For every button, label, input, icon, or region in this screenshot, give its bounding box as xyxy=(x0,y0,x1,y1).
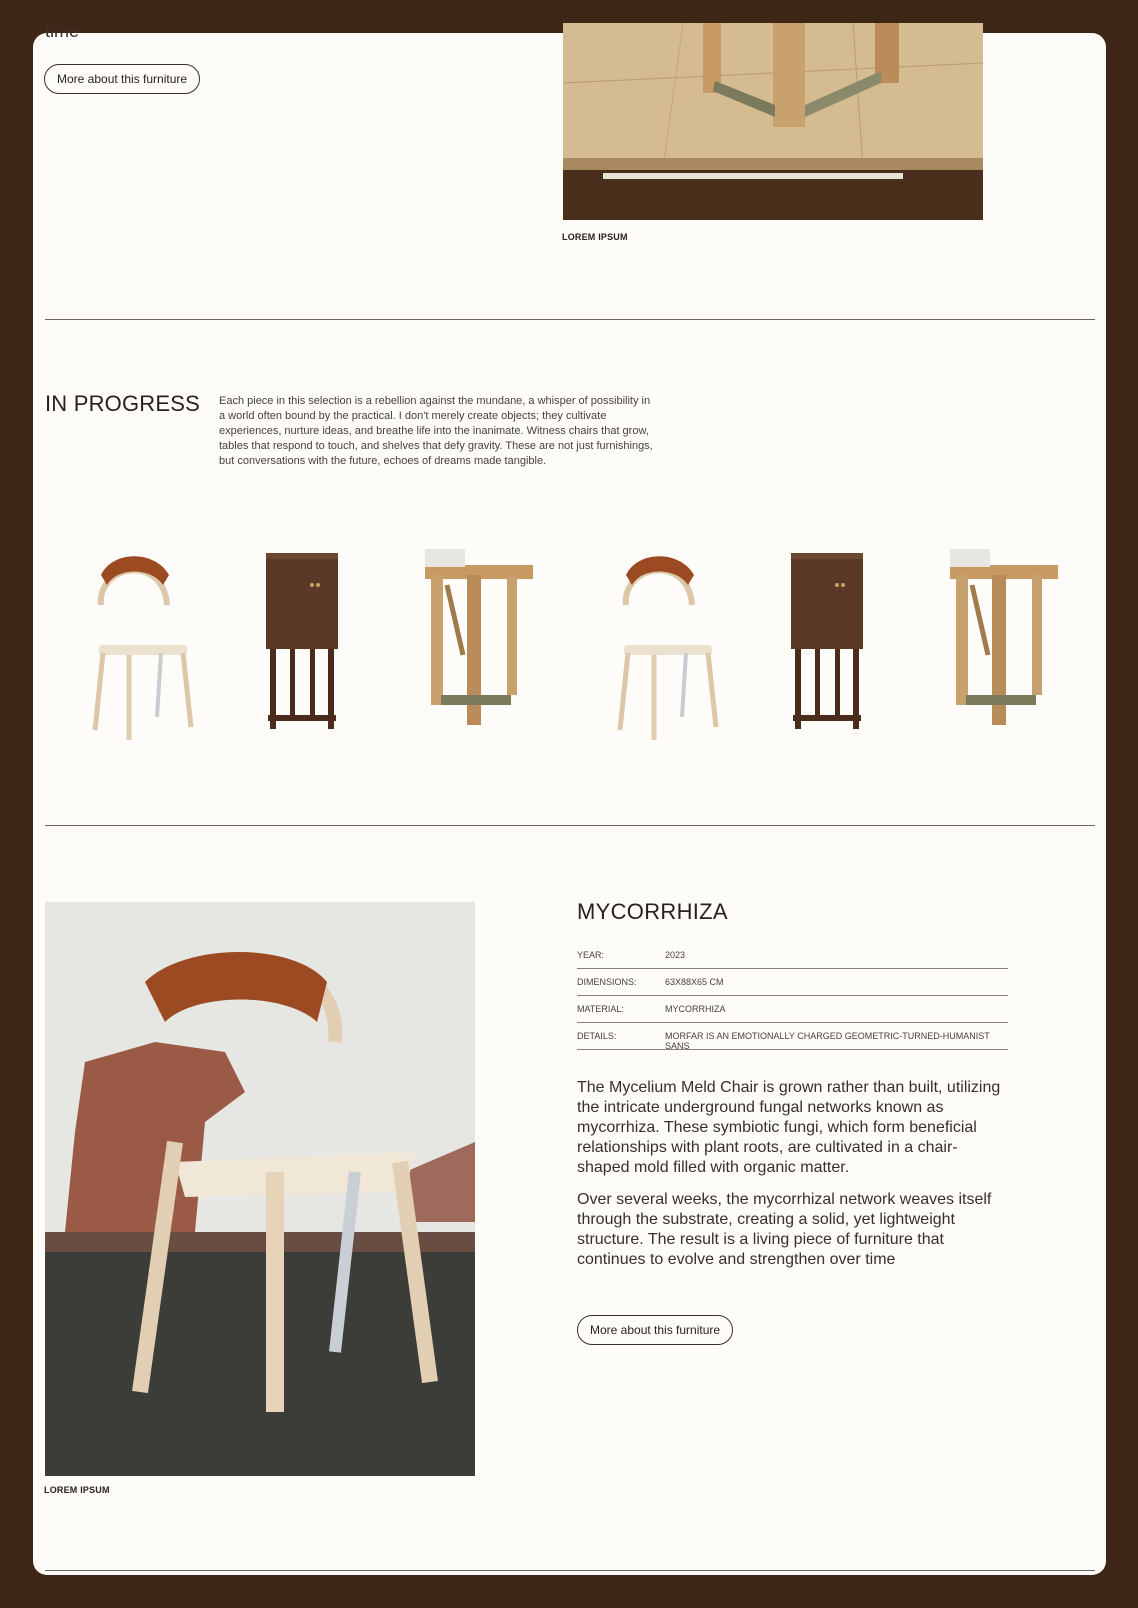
spec-value: 2023 xyxy=(665,950,686,960)
mycorrhiza-chair-photo xyxy=(45,902,475,1476)
mycorrhiza-heading: MYCORRHIZA xyxy=(577,899,728,924)
mycorrhiza-chair-photo-image xyxy=(45,902,475,1476)
mycorrhiza-chair-photo-caption: LOREM IPSUM xyxy=(44,1485,110,1495)
spec-label: DIMENSIONS: xyxy=(577,977,637,987)
spec-value: MORFAR IS AN EMOTIONALLY CHARGED GEOMETRIC-TURNED-HUMANIST SANS xyxy=(665,1031,990,1051)
cabinet-icon xyxy=(230,545,370,745)
spec-row-material xyxy=(577,996,1008,1023)
spec-row-details xyxy=(577,1023,1008,1050)
cabinet-icon xyxy=(755,545,895,745)
spec-label: DETAILS: xyxy=(577,1031,617,1041)
more-about-furniture-button[interactable]: More about this furniture xyxy=(577,1315,733,1345)
description-paragraph-1: The Mycelium Meld Chair is grown rather than built, utilizing the intricate underground fungal networks known as mycorrhiza. These symbiotic fungi, which form beneficial relationships with plant roots, are cultivated in a chair-shaped mold filled with organic matter. xyxy=(577,1079,1001,1176)
stool-icon xyxy=(922,545,1062,745)
table-photo-image xyxy=(563,23,983,220)
description-paragraph-2: Over several weeks, the mycorrhizal network weaves itself through the substrate, creating a solid, yet lightweight structure. The result is a living piece of furniture that continues to evolve and strengthen over time xyxy=(577,1191,992,1268)
spec-value: MYCORRHIZA xyxy=(665,1004,726,1014)
thumbnail-mycorrhiza-chair-2[interactable] xyxy=(588,545,728,745)
previous-section-text: time xyxy=(45,21,80,41)
stool-icon xyxy=(397,545,537,745)
table-photo-caption: LOREM IPSUM xyxy=(562,232,628,242)
table-photo xyxy=(563,23,983,220)
spec-label: MATERIAL: xyxy=(577,1004,624,1014)
section-divider-3 xyxy=(45,1570,1095,1571)
spec-row-dimensions xyxy=(577,969,1008,996)
in-progress-heading: IN PROGRESS xyxy=(45,391,201,416)
spec-value: 63X88X65 CM xyxy=(665,977,724,987)
thumbnail-mycorrhiza-chair-1[interactable] xyxy=(63,545,203,745)
page-card xyxy=(33,21,1106,1575)
chair-icon xyxy=(588,545,728,745)
thumbnail-wooden-stool-2[interactable] xyxy=(922,545,1062,745)
thumbnail-walnut-cabinet-2[interactable] xyxy=(755,545,895,745)
chair-icon xyxy=(63,545,203,745)
in-progress-intro: Each piece in this selection is a rebellion against the mundane, a whisper of possibility in a world often bound by the practical. I don't merely create objects; they cultivate experiences, nurture ideas, and breathe life into the inanimate. Witness chairs that grow, tables that respond to touch, and shelves that defy gravity. These are not just furnishings, but conversations with the future, echoes of dreams made tangible. xyxy=(219,395,653,467)
spec-row-year xyxy=(577,942,1008,969)
section-divider-1 xyxy=(45,319,1095,320)
spec-label: YEAR: xyxy=(577,950,605,960)
thumbnail-wooden-stool-1[interactable] xyxy=(397,545,537,745)
section-divider-2 xyxy=(45,825,1095,826)
thumbnail-walnut-cabinet-1[interactable] xyxy=(230,545,370,745)
more-about-furniture-button-top[interactable]: More about this furniture xyxy=(44,64,200,94)
